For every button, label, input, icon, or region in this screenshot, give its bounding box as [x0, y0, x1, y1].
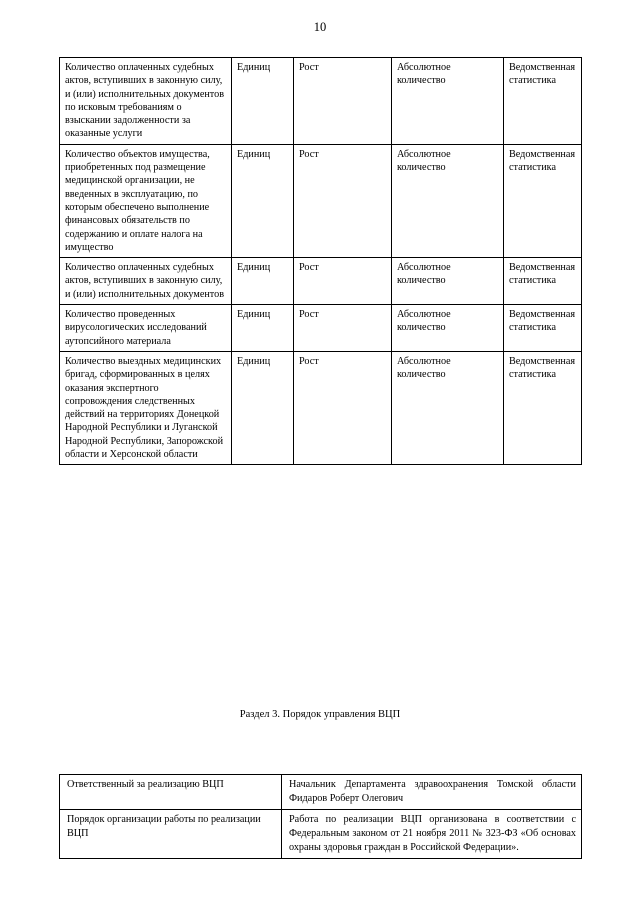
indicator-unit: Единиц [232, 351, 294, 464]
management-value: Работа по реализации ВЦП организована в соответствии с Федеральным законом от 21 ноября 2011 № 323-ФЗ «Об основах охраны здоровья граждан в Российской Федерации». [282, 810, 582, 859]
management-label: Порядок организации работы по реализации ВЦП [60, 810, 282, 859]
indicator-value-type: Абсолютное количество [392, 58, 504, 145]
indicator-trend: Рост [294, 144, 392, 257]
indicator-name: Количество оплаченных судебных актов, вступивших в законную силу, и (или) исполнительных документов по исковым требованиям о взыскании задолженности за оказанные услуги [60, 58, 232, 145]
indicator-source: Ведомственная статистика [504, 144, 582, 257]
section-heading: Раздел 3. Порядок управления ВЦП [239, 709, 401, 720]
indicator-name: Количество выездных медицинских бригад, сформированных в целях оказания экспертного сопровождения следственных действий на территориях Донецкой Народной Республики и Луганской Народной Республики, Запорожской области и Херсонской области [60, 351, 232, 464]
table-row [60, 258, 582, 305]
indicator-unit: Единиц [232, 58, 294, 145]
indicator-source: Ведомственная статистика [504, 258, 582, 305]
management-table [59, 774, 582, 859]
table-row [60, 775, 582, 810]
management-label: Ответственный за реализацию ВЦП [60, 775, 282, 810]
indicator-value-type: Абсолютное количество [392, 258, 504, 305]
indicator-trend: Рост [294, 258, 392, 305]
indicator-unit: Единиц [232, 258, 294, 305]
indicator-name: Количество проведенных вирусологических исследований аутопсийного материала [60, 305, 232, 352]
table-row [60, 351, 582, 464]
indicator-value-type: Абсолютное количество [392, 351, 504, 464]
indicators-table [59, 57, 582, 465]
indicator-trend: Рост [294, 58, 392, 145]
table-row [60, 144, 582, 257]
indicator-value-type: Абсолютное количество [392, 305, 504, 352]
table-row [60, 305, 582, 352]
indicator-name: Количество оплаченных судебных актов, вступивших в законную силу, и (или) исполнительных документов [60, 258, 232, 305]
table-row [60, 58, 582, 145]
indicator-name: Количество объектов имущества, приобретенных под размещение медицинской организации, не введенных в эксплуатацию, по которым обеспечено выполнение финансовых обязательств по содержанию и оплате налога на имущество [60, 144, 232, 257]
table-row [60, 810, 582, 859]
management-value: Начальник Департамента здравоохранения Томской области Фидаров Роберт Олегович [282, 775, 582, 810]
indicator-unit: Единиц [232, 305, 294, 352]
page-number: 10 [313, 20, 327, 34]
indicator-source: Ведомственная статистика [504, 351, 582, 464]
indicator-trend: Рост [294, 305, 392, 352]
indicator-unit: Единиц [232, 144, 294, 257]
indicator-value-type: Абсолютное количество [392, 144, 504, 257]
indicator-source: Ведомственная статистика [504, 58, 582, 145]
indicator-source: Ведомственная статистика [504, 305, 582, 352]
indicator-trend: Рост [294, 351, 392, 464]
